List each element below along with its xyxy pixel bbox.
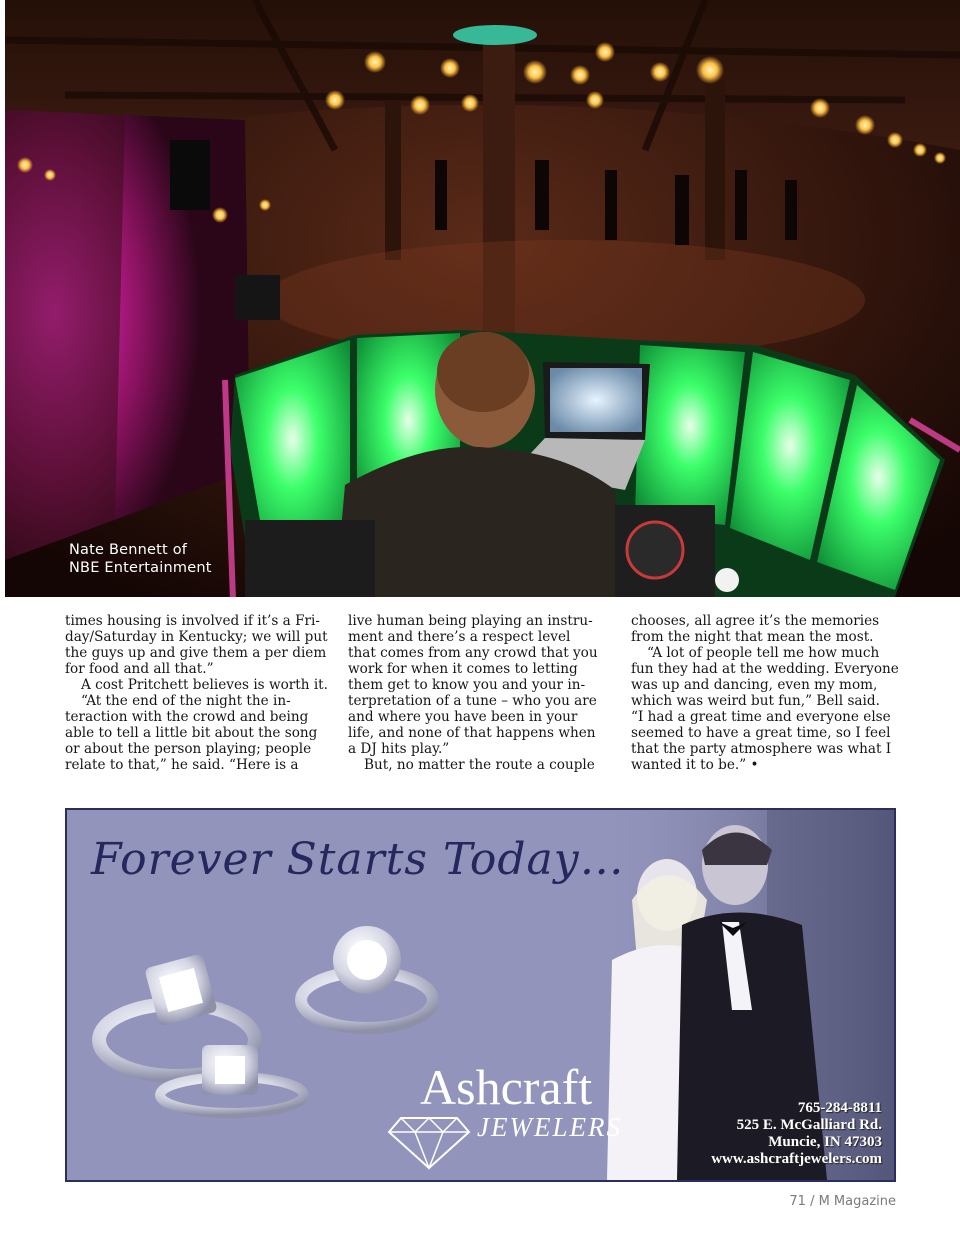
article-line: ment and there’s a respect level <box>348 629 571 645</box>
article-column-3 <box>631 613 899 773</box>
ad-address: 525 E. McGalliard Rd. <box>736 1117 882 1133</box>
diamond-icon <box>387 1114 471 1170</box>
article-line: “A lot of people tell me how much <box>647 645 880 661</box>
caption-line: Nate Bennett of <box>69 542 188 558</box>
article-column-2 <box>348 613 610 773</box>
article-line: and where you have been in your <box>348 709 578 725</box>
article-line: live human being playing an instru- <box>348 613 593 629</box>
article-line: fun they had at the wedding. Everyone <box>631 661 899 677</box>
article-line: terpretation of a tune – who you are <box>348 693 597 709</box>
caption-line: NBE Entertainment <box>69 560 212 576</box>
brand-name: Ashcraft <box>420 1059 593 1115</box>
article-line: which was weird but fun,” Bell said. <box>631 693 880 709</box>
article-column-1 <box>65 613 327 773</box>
article-line: seemed to have a great time, so I feel <box>631 725 891 741</box>
article-line: was up and dancing, even my mom, <box>631 677 878 693</box>
rings-illustration <box>99 926 433 1113</box>
article-line: work for when it comes to letting <box>348 661 578 677</box>
article-line: for food and all that.” <box>65 661 214 677</box>
article-line: day/Saturday in Kentucky; we will put <box>65 629 328 645</box>
article-line: that the party atmosphere was what I <box>631 741 892 757</box>
ad-tagline: Forever Starts Today… <box>91 834 625 885</box>
photo-caption <box>69 541 212 577</box>
article-line: relate to that,” he said. “Here is a <box>65 757 299 773</box>
article-line: times housing is involved if it’s a Fri- <box>65 613 320 629</box>
ad-contact-block <box>711 1100 882 1168</box>
brand-subtitle: JEWELERS <box>477 1112 622 1142</box>
article-line: But, no matter the route a couple <box>364 757 595 773</box>
article-line: able to tell a little bit about the song <box>65 725 318 741</box>
article-line: “At the end of the night the in- <box>81 693 291 709</box>
dj-booth-photo <box>5 0 960 597</box>
article-line: that comes from any crowd that you <box>348 645 598 661</box>
article-line: teraction with the crowd and being <box>65 709 309 725</box>
hero-photo <box>5 0 960 597</box>
article-line: “I had a great time and everyone else <box>631 709 891 725</box>
article-line: the guys up and give them a per diem <box>65 645 327 661</box>
ad-city: Muncie, IN 47303 <box>768 1134 882 1150</box>
ad-website: www.ashcraftjewelers.com <box>711 1151 882 1167</box>
article-line: wanted it to be.” • <box>631 757 759 773</box>
article-line: A cost Pritchett believes is worth it. <box>81 677 328 693</box>
page-folio: 71 / M Magazine <box>789 1194 896 1209</box>
ad-phone: 765-284-8811 <box>797 1100 882 1116</box>
article-line: them get to know you and your in- <box>348 677 586 693</box>
article-line: a DJ hits play.” <box>348 741 450 757</box>
article-line: or about the person playing; people <box>65 741 312 757</box>
ashcraft-jewelers-ad <box>65 808 896 1182</box>
article-line: life, and none of that happens when <box>348 725 596 741</box>
article-line: from the night that mean the most. <box>631 629 874 645</box>
article-line: chooses, all agree it’s the memories <box>631 613 880 629</box>
